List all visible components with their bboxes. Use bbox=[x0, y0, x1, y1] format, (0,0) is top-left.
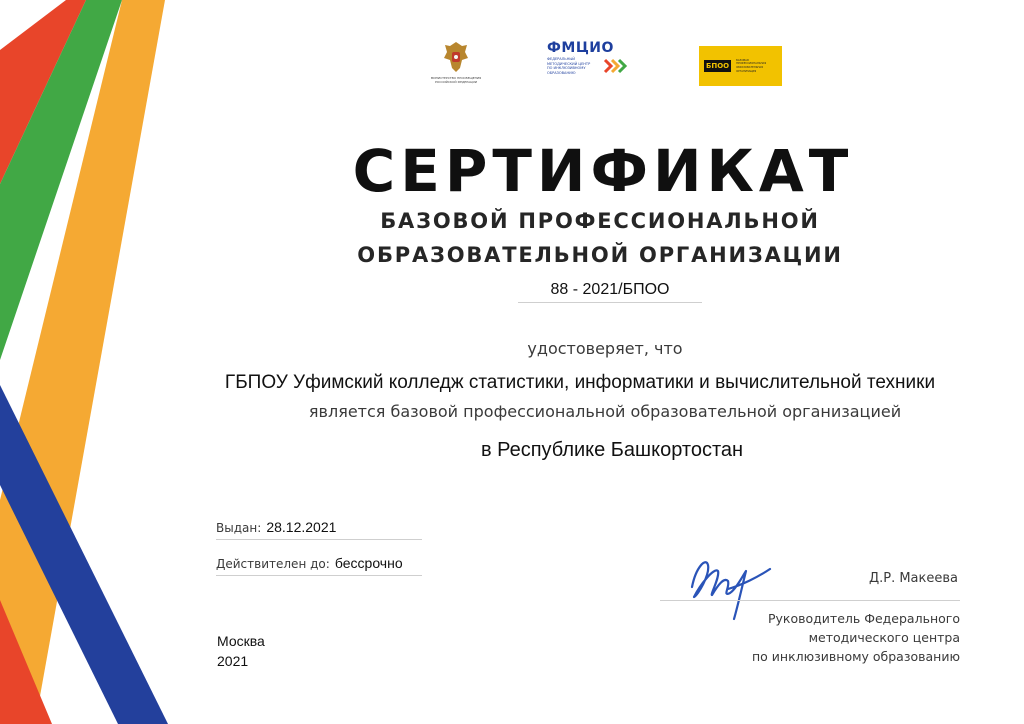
chevrons-icon bbox=[603, 58, 629, 74]
year: 2021 bbox=[217, 653, 249, 669]
issued-field bbox=[216, 517, 422, 540]
certificate-number: 88 - 2021/БПОО bbox=[518, 280, 702, 303]
fmcio-logo bbox=[547, 40, 629, 75]
signatory-title-line3: по инклюзивному образованию bbox=[751, 649, 960, 664]
fmcio-title: ФМЦИО bbox=[547, 40, 614, 56]
bpoo-text: БАЗОВАЯ ПРОФЕССИОНАЛЬНАЯ ОБРАЗОВАТЕЛЬНАЯ ОРГАНИЗАЦИЯ bbox=[736, 58, 767, 73]
certifies-text: удостоверяет, что bbox=[527, 339, 683, 358]
valid-field bbox=[216, 553, 422, 576]
organization-name: ГБПОУ Уфимский колледж статистики, информатики и вычислительной техники bbox=[224, 372, 936, 393]
ministry-text: МИНИСТЕРСТВО ПРОСВЕЩЕНИЯ РОССИЙСКОЙ ФЕДЕРАЦИИ bbox=[430, 76, 482, 84]
signatory-title-line1: Руководитель Федерального bbox=[768, 611, 960, 626]
ministry-logo bbox=[420, 40, 492, 84]
issued-date: 28.12.2021 bbox=[266, 519, 337, 535]
bpoo-logo bbox=[699, 46, 782, 86]
valid-label: Действителен до: bbox=[216, 557, 330, 571]
signatory-name: Д.Р. Макеева bbox=[868, 571, 958, 586]
fmcio-subtitle: ФЕДЕРАЛЬНЫЙ МЕТОДИЧЕСКИЙ ЦЕНТР ПО ИНКЛЮЗИВНОМУ ОБРАЗОВАНИЮ bbox=[547, 57, 591, 75]
valid-until: бессрочно bbox=[334, 555, 403, 571]
certificate-subtitle-line2: ОБРАЗОВАТЕЛЬНОЙ ОРГАНИЗАЦИИ bbox=[357, 243, 843, 267]
signatory-title-line2: методического центра bbox=[808, 630, 960, 645]
certificate-title: СЕРТИФИКАТ bbox=[352, 137, 854, 205]
region-text: в Республике Башкортостан bbox=[480, 439, 744, 461]
city: Москва bbox=[217, 633, 265, 649]
issued-label: Выдан: bbox=[216, 521, 262, 535]
signature-line bbox=[660, 600, 960, 601]
coat-of-arms-icon bbox=[441, 40, 471, 74]
status-text: является базовой профессиональной образовательной организацией bbox=[308, 402, 902, 421]
bpoo-mark: БПОО bbox=[706, 62, 730, 70]
certificate-subtitle-line1: БАЗОВОЙ ПРОФЕССИОНАЛЬНОЙ bbox=[380, 209, 820, 233]
